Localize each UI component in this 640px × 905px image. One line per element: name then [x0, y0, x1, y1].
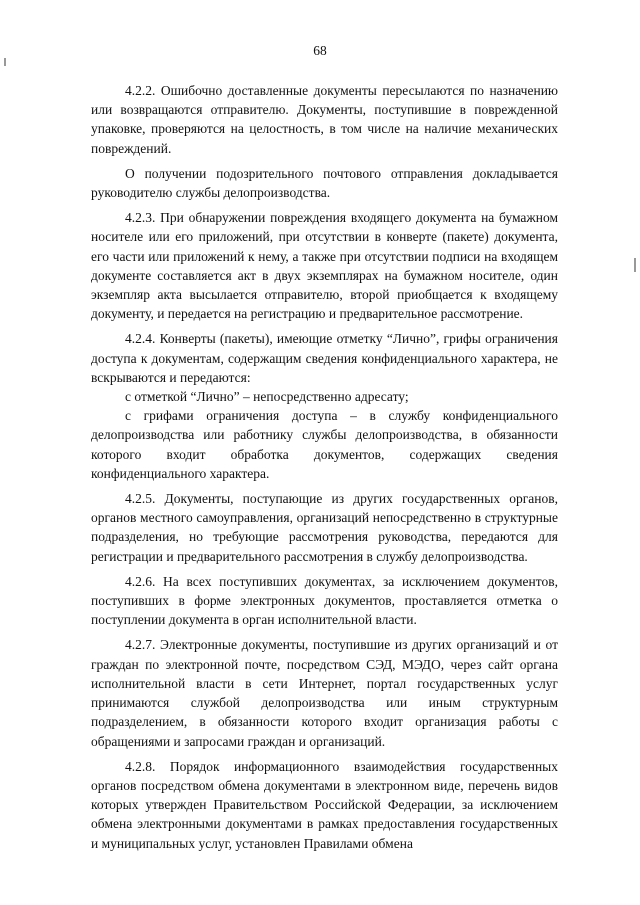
- paragraph-4-2-4: 4.2.4. Конверты (пакеты), имеющие отметку “Лично”, грифы ограничения доступа к документам, содержащим сведения конфиденциального характера, не вскрываются и передаются:: [91, 331, 558, 385]
- paragraph-4-2-8: 4.2.8. Порядок информационного взаимодействия государственных органов посредством обмена документами в электронном виде, перечень видов которых утвержден Правительством Российской Федерации, за исключением обмена электронными документами в рамках предоставления государственных и муниципальных услуг, установлен Правилами обмена: [91, 758, 558, 851]
- paragraph-suspicious-mail: О получении подозрительного почтового отправления докладывается руководителю службы делопроизводства.: [91, 165, 558, 201]
- paragraph-restricted-access: с грифами ограничения доступа – в службу конфиденциального делопроизводства или работнику службы делопроизводства, в обязанности которого входит обработка документов, содержащих сведения конфиденциального характера.: [91, 408, 558, 481]
- paragraph-4-2-7: 4.2.7. Электронные документы, поступившие из других организаций и от граждан по электронной почте, посредством СЭД, МЭДО, через сайт органа исполнительной власти в сети Интернет, портал государственных услуг принимаются службой делопроизводства или иным структурным подразделением, в обязанности которого входит организация работы с обращениями и запросами граждан и организаций.: [91, 637, 558, 749]
- paragraph-4-2-6: 4.2.6. На всех поступивших документах, за исключением документов, поступивших в форме электронных документов, проставляется отметка о поступлении документа в орган исполнительной власти.: [91, 573, 558, 628]
- scan-edge-mark-left: [4, 58, 6, 66]
- paragraph-4-2-3: 4.2.3. При обнаружении повреждения входящего документа на бумажном носителе или его приложений, при отсутствии в конверте (пакете) документа, его части или приложений к нему, а также при отсутствии подписи на входящем документе составляется акт в двух экземплярах на бумажном носителе, один экземпляр акта высылается отправителю, второй приобщается к входящему документу, и передается на регистрацию и предварительное рассмотрение.: [91, 210, 558, 322]
- paragraph-4-2-5: 4.2.5. Документы, поступающие из других государственных органов, органов местного самоуправления, организаций непосредственно в структурные подразделения, но требующие рассмотрения руководства, передаются для регистрации и предварительного рассмотрения в службу делопроизводства.: [91, 491, 558, 564]
- paragraph-4-2-2: 4.2.2. Ошибочно доставленные документы пересылаются по назначению или возвращаются отправителю. Документы, поступившие в поврежденной упаковке, проверяются на целостность, в том числе на наличие механических повреждений.: [91, 83, 558, 156]
- scan-edge-mark-right: [634, 258, 636, 272]
- document-body: [91, 81, 558, 859]
- paragraph-personal-mark: с отметкой “Лично” – непосредственно адресату;: [125, 389, 409, 405]
- page-number: 68: [313, 43, 327, 58]
